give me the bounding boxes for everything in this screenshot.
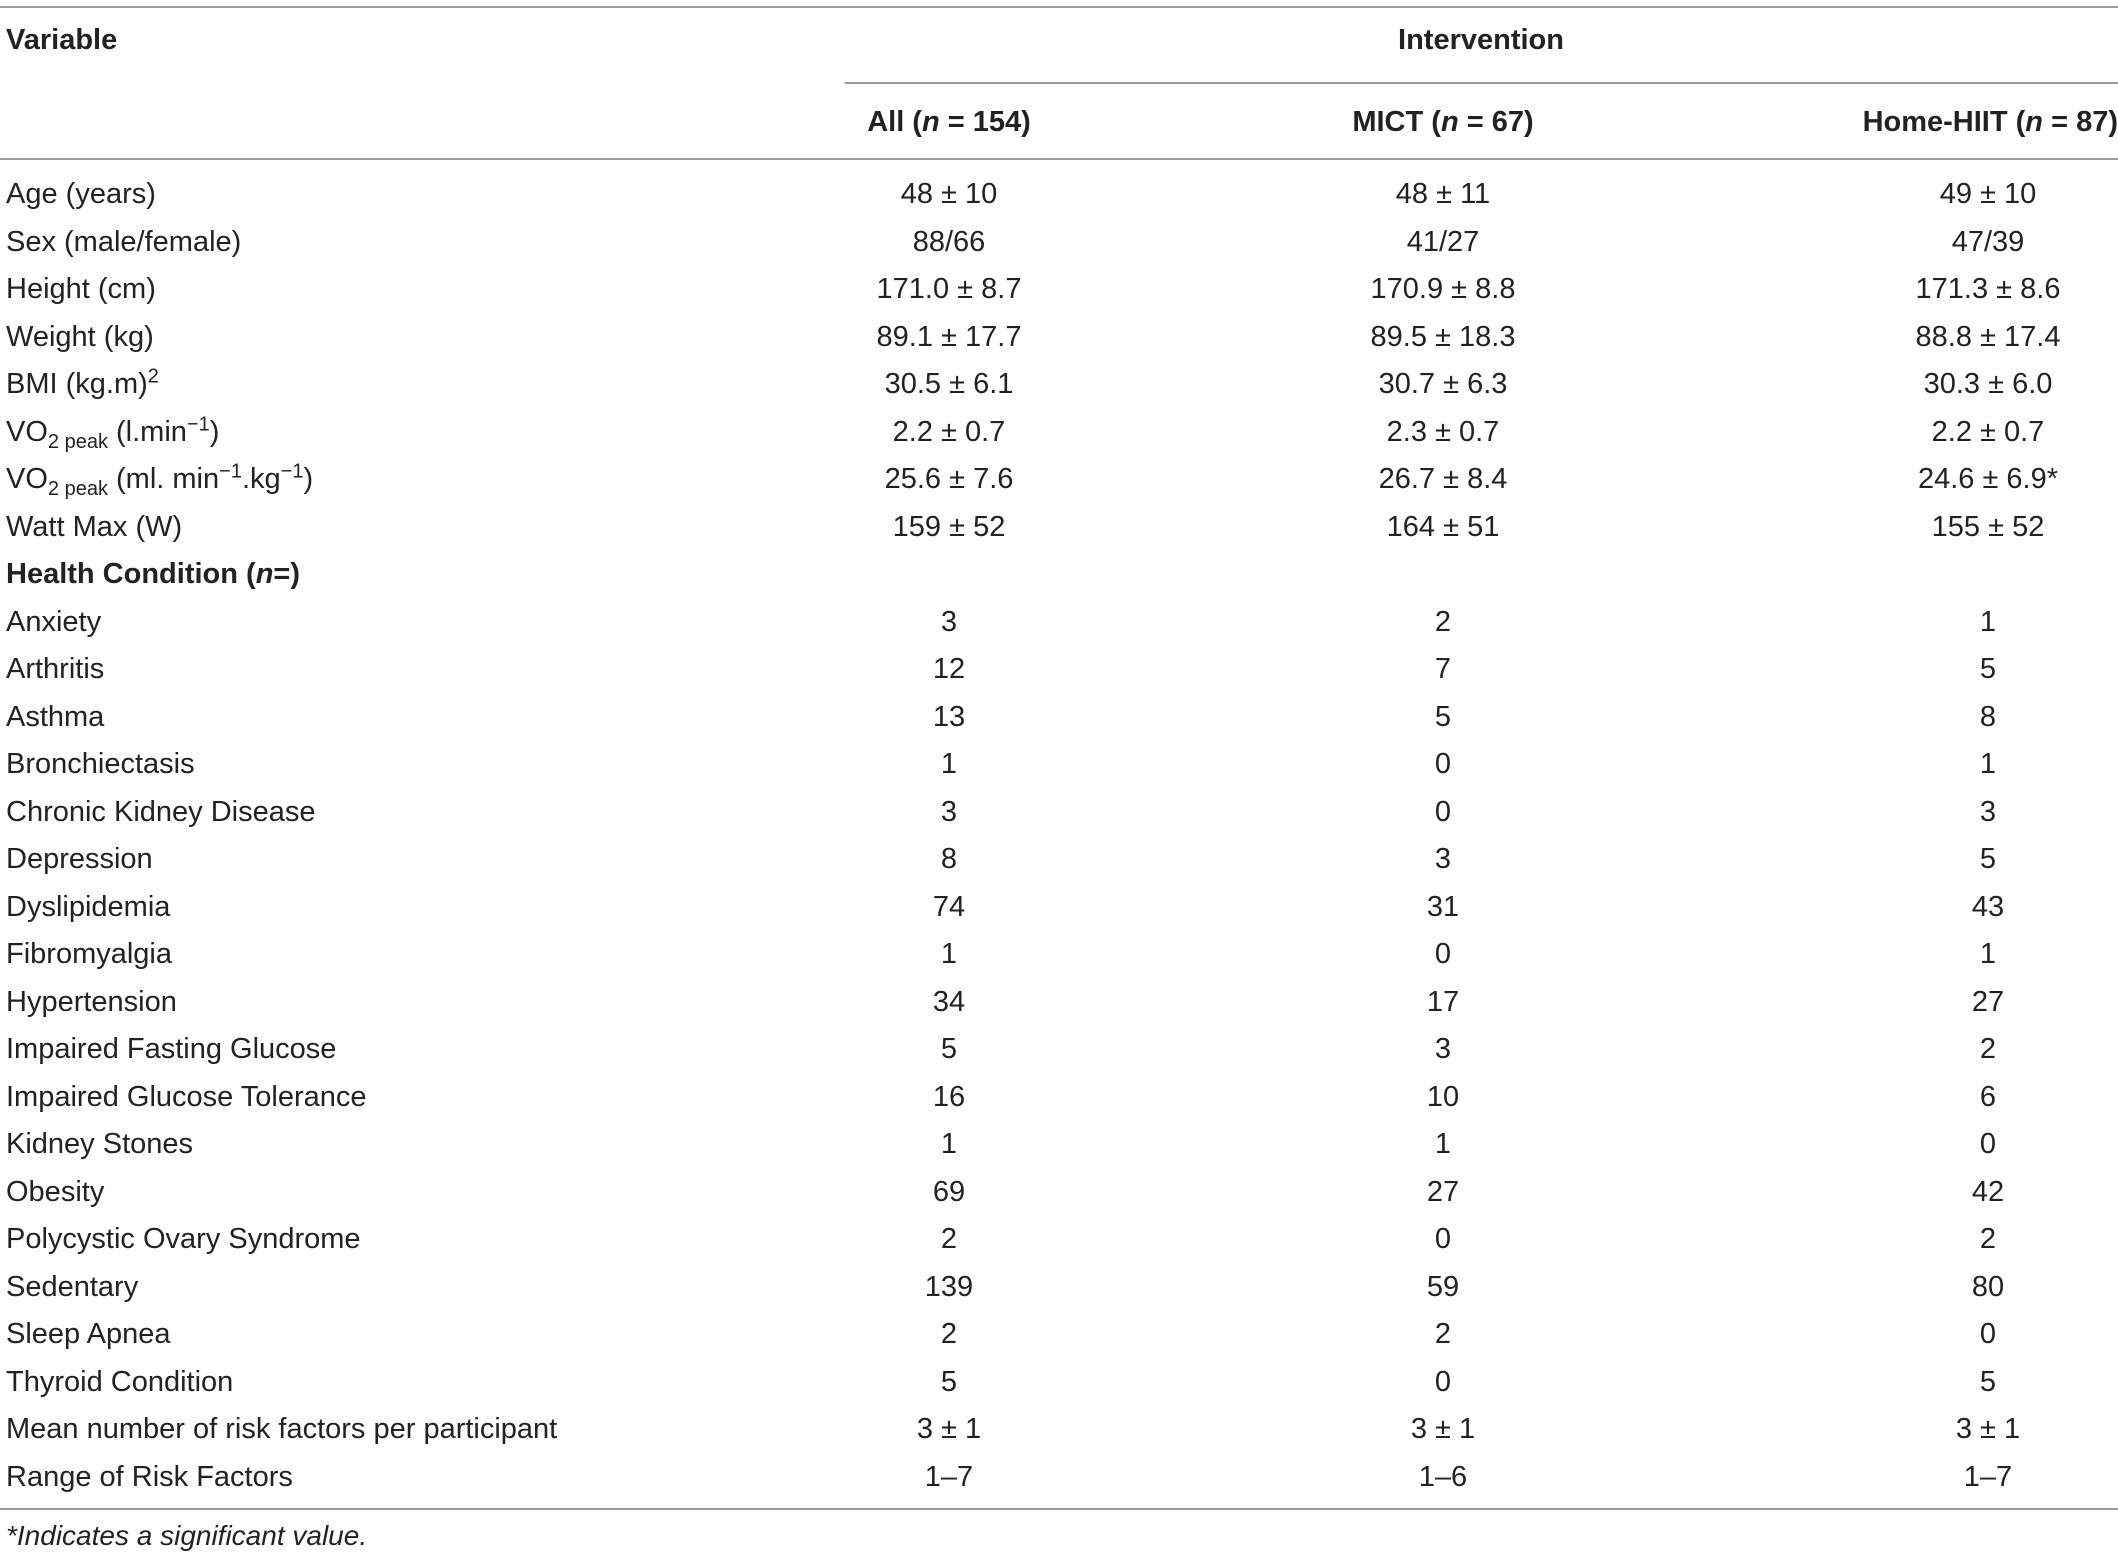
value-mict: 1 <box>1434 1128 1452 1160</box>
value-mict: 0 <box>1434 1223 1452 1255</box>
value-all: 69 <box>932 1176 966 1208</box>
value-mict: 5 <box>1434 701 1452 733</box>
header-bottom-rule <box>0 158 2118 160</box>
variable-header: Variable <box>6 24 118 56</box>
value-mict: 0 <box>1434 748 1452 780</box>
value-home-hiit: 5 <box>1979 653 1997 685</box>
value-home-hiit: 2.2 ± 0.7 <box>1931 416 2045 448</box>
value-home-hiit: 0 <box>1979 1128 1997 1160</box>
row-label: Dyslipidemia <box>6 891 171 923</box>
value-mict: 2 <box>1434 606 1452 638</box>
value-home-hiit: 1 <box>1979 748 1997 780</box>
row-label: Depression <box>6 843 153 875</box>
value-home-hiit: 0 <box>1979 1318 1997 1350</box>
group-header-home-hiit: Home-HIIT (n = 87) <box>1862 106 2118 138</box>
value-mict: 26.7 ± 8.4 <box>1378 463 1508 495</box>
value-all: 89.1 ± 17.7 <box>876 321 1022 353</box>
value-mict: 89.5 ± 18.3 <box>1370 321 1516 353</box>
value-all: 1 <box>940 938 958 970</box>
value-all: 12 <box>932 653 966 685</box>
row-label: Impaired Fasting Glucose <box>6 1033 337 1065</box>
row-label: Fibromyalgia <box>6 938 172 970</box>
group-header-all: All (n = 154) <box>867 106 1031 138</box>
value-all: 25.6 ± 7.6 <box>884 463 1014 495</box>
value-home-hiit: 30.3 ± 6.0 <box>1923 368 2053 400</box>
value-all: 3 ± 1 <box>916 1413 982 1445</box>
row-label: Hypertension <box>6 986 177 1018</box>
intervention-header: Intervention <box>1398 24 1564 56</box>
footnote: *Indicates a significant value. <box>6 1520 368 1551</box>
value-all: 2 <box>940 1318 958 1350</box>
row-label: Polycystic Ovary Syndrome <box>6 1223 361 1255</box>
value-mict: 2.3 ± 0.7 <box>1386 416 1500 448</box>
value-mict: 0 <box>1434 938 1452 970</box>
value-home-hiit: 5 <box>1979 843 1997 875</box>
bottom-rule <box>0 1508 2118 1510</box>
row-label: BMI $(kg.m)^2$ <box>6 365 159 400</box>
value-all: 5 <box>940 1033 958 1065</box>
row-label: Thyroid Condition <box>6 1366 234 1398</box>
value-mict: 30.7 ± 6.3 <box>1378 368 1508 400</box>
value-home-hiit: 6 <box>1979 1081 1997 1113</box>
row-label: Height (cm) <box>6 273 156 305</box>
value-all: 13 <box>932 701 966 733</box>
value-all: 34 <box>932 986 966 1018</box>
value-home-hiit: 1 <box>1979 606 1997 638</box>
value-mict: 0 <box>1434 1366 1452 1398</box>
row-label: Bronchiectasis <box>6 748 195 780</box>
value-mict: 48 ± 11 <box>1395 178 1491 210</box>
row-label: Age (years) <box>6 178 156 210</box>
value-mict: 41/27 <box>1406 226 1480 258</box>
value-home-hiit: 1 <box>1979 938 1997 970</box>
value-all: 159 ± 52 <box>892 511 1006 543</box>
value-all: 8 <box>940 843 958 875</box>
value-all: 139 <box>924 1271 974 1303</box>
value-home-hiit: 2 <box>1979 1033 1997 1065</box>
value-all: 1 <box>940 748 958 780</box>
value-all: 88/66 <box>912 226 986 258</box>
row-label: Impaired Glucose Tolerance <box>6 1081 367 1113</box>
intervention-rule <box>845 82 2118 84</box>
value-mict: 27 <box>1426 1176 1460 1208</box>
row-label: Mean number of risk factors per participant <box>6 1413 558 1445</box>
value-home-hiit: 42 <box>1971 1176 2005 1208</box>
value-mict: 31 <box>1426 891 1460 923</box>
value-all: 3 <box>940 796 958 828</box>
value-home-hiit: 3 ± 1 <box>1955 1413 2021 1445</box>
value-home-hiit: 88.8 ± 17.4 <box>1915 321 2061 353</box>
value-home-hiit: 171.3 ± 8.6 <box>1915 273 2061 305</box>
value-home-hiit: 47/39 <box>1951 226 2025 258</box>
value-home-hiit: 3 <box>1979 796 1997 828</box>
value-mict: 164 ± 51 <box>1386 511 1500 543</box>
row-label: Obesity <box>6 1176 105 1208</box>
value-home-hiit: 2 <box>1979 1223 1997 1255</box>
row-label: Sleep Apnea <box>6 1318 171 1350</box>
value-all: 2.2 ± 0.7 <box>892 416 1006 448</box>
row-label: $VO_{2 peak}$ (ml. $\min^{-1}.kg^{-1}$) <box>6 460 314 500</box>
value-mict: 2 <box>1434 1318 1452 1350</box>
value-mict: 3 <box>1434 843 1452 875</box>
value-all: 1–7 <box>924 1461 974 1493</box>
value-mict: 7 <box>1434 653 1452 685</box>
value-all: 1 <box>940 1128 958 1160</box>
row-label: Kidney Stones <box>6 1128 194 1160</box>
value-home-hiit: 43 <box>1971 891 2005 923</box>
value-mict: 17 <box>1426 986 1460 1018</box>
value-home-hiit: 27 <box>1971 986 2005 1018</box>
value-all: 171.0 ± 8.7 <box>876 273 1022 305</box>
row-label: Chronic Kidney Disease <box>6 796 316 828</box>
value-mict: 10 <box>1426 1081 1460 1113</box>
row-label: Range of Risk Factors <box>6 1461 293 1493</box>
row-label: Asthma <box>6 701 105 733</box>
value-home-hiit: 155 ± 52 <box>1931 511 2045 543</box>
value-all: 2 <box>940 1223 958 1255</box>
value-mict: 3 <box>1434 1033 1452 1065</box>
value-all: 16 <box>932 1081 966 1113</box>
top-rule <box>0 6 2118 8</box>
row-label: Sedentary <box>6 1271 139 1303</box>
value-home-hiit: 8 <box>1979 701 1997 733</box>
value-home-hiit: 49 ± 10 <box>1939 178 2037 210</box>
value-mict: 3 ± 1 <box>1410 1413 1476 1445</box>
row-label: Anxiety <box>6 606 102 638</box>
row-label: Watt Max (W) <box>6 511 183 543</box>
group-header-mict: MICT (n = 67) <box>1352 106 1534 138</box>
value-all: 74 <box>932 891 966 923</box>
row-label: Weight (kg) <box>6 321 154 353</box>
section-heading: Health Condition (n=) <box>6 558 300 590</box>
value-mict: 170.9 ± 8.8 <box>1370 273 1516 305</box>
value-all: 3 <box>940 606 958 638</box>
value-mict: 1–6 <box>1418 1461 1468 1493</box>
value-home-hiit: 24.6 ± 6.9* <box>1917 463 2059 495</box>
row-label: Arthritis <box>6 653 105 685</box>
value-mict: 0 <box>1434 796 1452 828</box>
value-home-hiit: 5 <box>1979 1366 1997 1398</box>
row-label: $VO_{2 peak}$ $(l.\min^{-1})$ <box>6 413 220 453</box>
value-all: 48 ± 10 <box>900 178 998 210</box>
value-home-hiit: 1–7 <box>1963 1461 2013 1493</box>
value-mict: 59 <box>1426 1271 1460 1303</box>
value-all: 5 <box>940 1366 958 1398</box>
value-all: 30.5 ± 6.1 <box>884 368 1014 400</box>
row-label: Sex (male/female) <box>6 226 242 258</box>
value-home-hiit: 80 <box>1971 1271 2005 1303</box>
